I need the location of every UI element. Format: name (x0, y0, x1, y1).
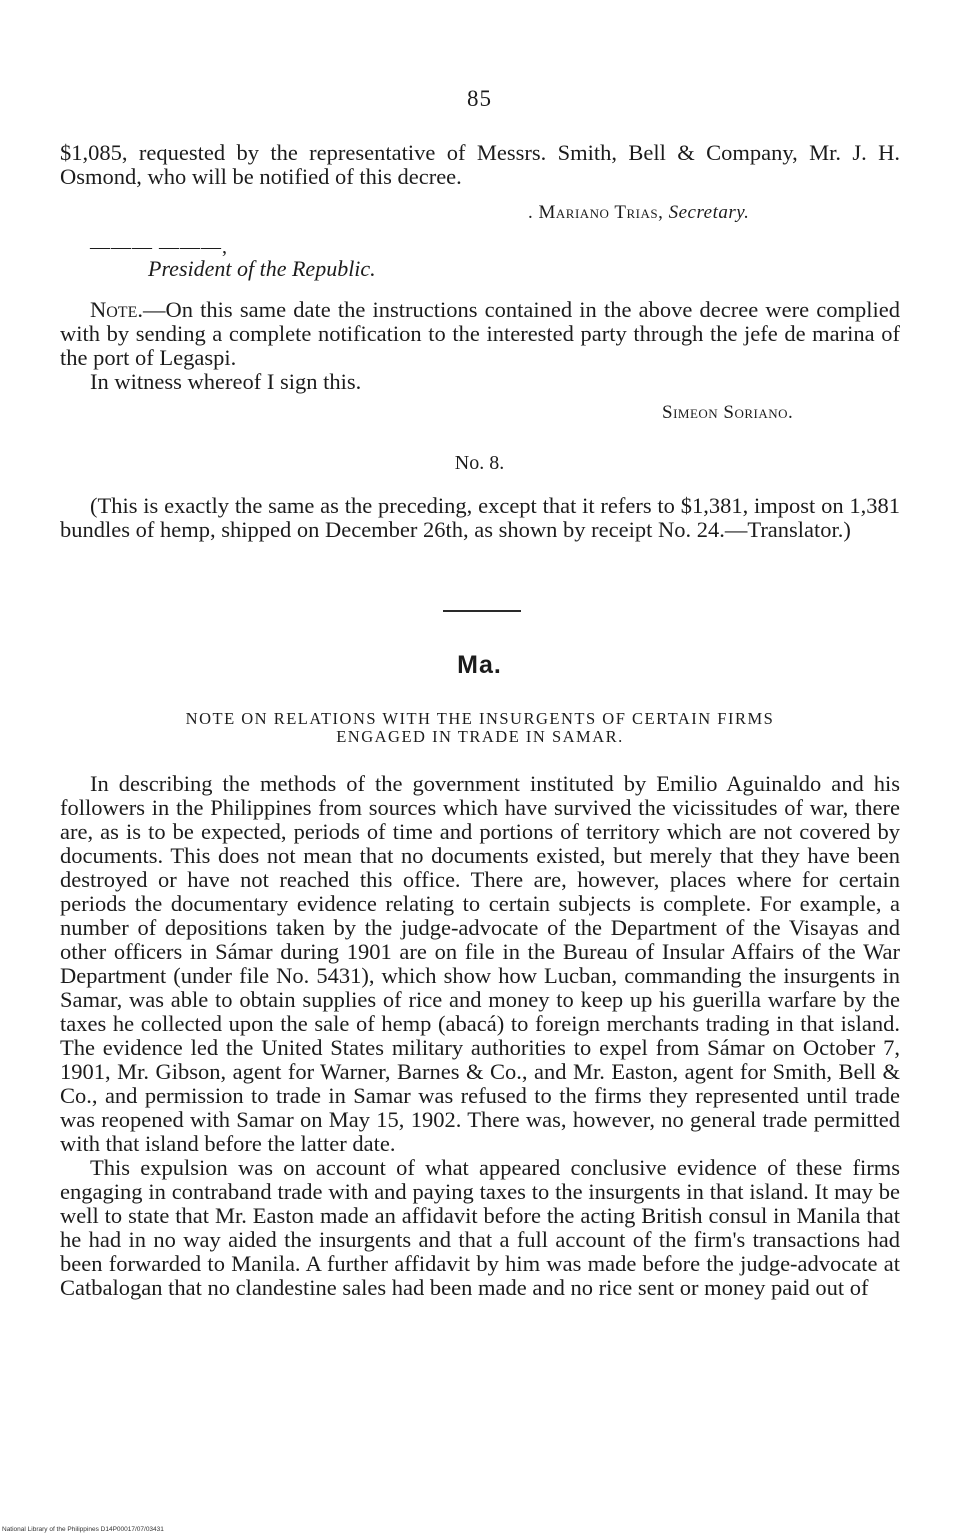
scan-credit: National Library of the Philippines D14P00017/07/03431 (2, 1526, 164, 1533)
page-number: 85 (467, 86, 492, 111)
document-number: No. 8. (454, 452, 505, 474)
section-divider (443, 610, 521, 612)
signature-marker: . (528, 202, 534, 223)
opening-paragraph (60, 141, 900, 189)
section-title (60, 710, 900, 746)
translator-note-text: (This is exactly the same as the preceding, except that it refers to $1,381, impost on 1,381 bundles of hemp, shipped on December 26th, as shown by receipt No. 24.—Translator.) (60, 493, 900, 542)
witness-line: In witness whereof I sign this. (90, 369, 362, 394)
note-label: Note. (90, 297, 143, 322)
secretary-name: Mariano Trias, (538, 202, 664, 223)
secretary-signature (528, 202, 749, 224)
soriano-signature: Simeon Soriano. (662, 402, 794, 423)
section-title-line-1: NOTE ON RELATIONS WITH THE INSURGENTS OF CERTAIN FIRMS (185, 709, 775, 728)
opening-paragraph-text: $1,085, requested by the representative of Messrs. Smith, Bell & Company, Mr. J. H. Osmond, who will be notified of this decree. (60, 140, 900, 189)
note-text: —On this same date the instructions contained in the above decree were complied with by sending a complete notification to the interested party through the jefe de marina of the port of Legaspi. (60, 297, 900, 370)
note-paragraph (60, 298, 900, 394)
secretary-title: Secretary. (668, 202, 750, 223)
section-paragraph-2: This expulsion was on account of what appeared conclusive evidence of these firms engaging in contraband trade with and paying taxes to the insurgents in that island. It may be well to state that Mr. Easton made an affidavit before the acting British consul in Manila that he had in no way aided the insurgents and that a full account of the firm's transactions had been forwarded to Manila. A further affidavit by him was made before the judge-advocate at Catbalogan that no clandestine sales had been made and no rice sent or money paid out of (60, 1155, 900, 1300)
president-name-blank: ——— ———, (90, 236, 228, 258)
section-heading: Ma. (457, 651, 502, 679)
section-paragraph-1: In describing the methods of the government instituted by Emilio Aguinaldo and his followers in the Philippines from sources which have survived the vicissitudes of war, there are, as is to be expected, periods of time and portions of territory which are not covered by documents. This does not mean that no documents existed, but merely that they have been destroyed or have not reached this office. There are, however, places where for certain periods the documentary evidence relating to certain subjects is complete. For example, a number of depositions taken by the judge-advocate of the Department of the Visayas and other officers in Sámar during 1901 are on file in the Bureau of Insular Affairs of the War Department (under file No. 5431), which show how Lucban, commanding the insurgents in Samar, was able to obtain supplies of rice and money to keep up his guerilla warfare by the taxes he collected upon the sale of hemp (abacá) to foreign merchants trading in that island. The evidence led the United States military authorities to expel from Sámar on October 7, 1901, Mr. Gibson, agent for Warner, Barnes & Co., and Mr. Easton, agent for Smith, Bell & Co., and permission to trade in Samar was refused to the firms they represented until trade was reopened with Samar on May 15, 1902. There was, however, no general trade permitted with that island before the latter date. (60, 771, 900, 1156)
president-title: President of the Republic. (148, 256, 376, 281)
section-body (60, 772, 900, 1300)
section-title-line-2: ENGAGED IN TRADE IN SAMAR. (336, 727, 624, 746)
translator-note (60, 494, 900, 542)
